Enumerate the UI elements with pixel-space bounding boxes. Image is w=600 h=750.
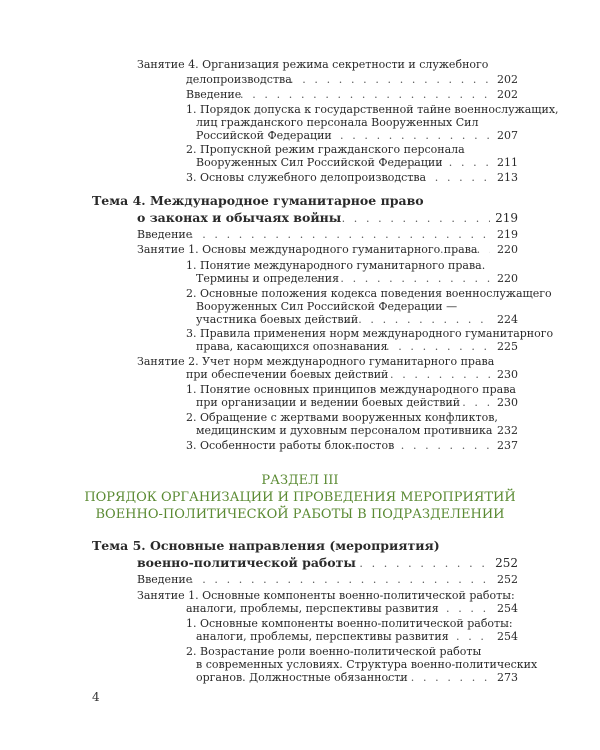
toc-entry-text: лиц гражданского персонала Вооруженных Сил [196,116,479,129]
toc-entry-text: Занятие 1. Основы международного гуманитарного права [137,243,478,256]
toc-entry-text: Термины и определения [196,272,340,285]
dot-leader [305,212,490,225]
toc-entry-text: в современных условиях. Структура военно-политических [196,658,538,671]
toc-page-number: 225 [497,340,518,353]
toc-page-number: 237 [497,439,518,452]
toc-page-number: 219 [497,228,518,241]
toc-entry-text: аналоги, проблемы, перспективы развития [186,602,439,615]
dot-leader [456,630,490,643]
toc-page-number: 254 [497,602,518,615]
toc-entry-text: Введение [186,88,242,101]
toc-entry-text: Российской Федерации [196,129,332,142]
dot-leader [400,156,490,169]
page-number: 4 [92,690,100,704]
toc-entry-text: 2. Возрастание роли военно-политической работы [186,645,482,658]
section-title: ВОЕННО-ПОЛИТИЧЕСКОЙ РАБОТЫ В ПОДРАЗДЕЛЕНИИ [95,507,505,522]
toc-page-number: 202 [497,73,518,86]
dot-leader [190,573,490,586]
toc-page-number: 273 [497,671,518,684]
toc-entry-text: участника боевых действий [196,313,359,326]
toc-entry-text: аналоги, проблемы, перспективы развития [196,630,449,643]
toc-entry-text: Занятие 4. Организация режима секретности и служебного [137,58,489,71]
toc-page-number: 224 [497,313,518,326]
toc-entry-text: 1. Порядок допуска к государственной тайне военнослужащих, [186,103,559,116]
toc-entry-text: 1. Понятие международного гуманитарного права. [186,259,486,272]
toc-entry-text: 3. Правила применения норм международного гуманитарного [186,327,554,340]
theme-heading: о законах и обычаях войны [137,210,342,225]
toc-entry-text: 2. Обращение с жертвами вооруженных конфликтов, [186,411,498,424]
dot-leader [440,243,490,256]
dot-leader [346,313,490,326]
dot-leader [446,602,490,615]
dot-leader [335,557,490,570]
toc-entry-text: медицинским и духовным персоналом противника [196,424,493,437]
toc-entry-text: при обеспечении боевых действий [186,368,389,381]
dot-leader [450,396,490,409]
toc-page-number: 232 [497,424,518,437]
toc-entry-text: 3. Основы служебного делопроизводства [186,171,427,184]
toc-entry-text: органов. Должностные обязанности [196,671,408,684]
toc-entry-text: Вооруженных Сил Российской Федерации [196,156,443,169]
toc-entry-text: Введение [137,573,193,586]
toc-entry-text: Введение [137,228,193,241]
dot-leader [316,272,490,285]
dot-leader [442,424,490,437]
toc-page-number: 254 [497,630,518,643]
toc-page-number: 230 [497,368,518,381]
toc-entry-text: права, касающихся опознавания [196,340,388,353]
toc-page-number: 213 [497,171,518,184]
toc-page-number: 252 [495,556,518,570]
toc-entry-text: 2. Основные положения кодекса поведения военнослужащего [186,287,552,300]
toc-entry-text: Занятие 1. Основные компоненты военно-политической работы: [137,589,515,602]
section-label: РАЗДЕЛ III [261,473,339,488]
dot-leader [386,171,490,184]
theme-heading: Тема 5. Основные направления (мероприятия) [92,538,440,553]
toc-entry-text: 2. Пропускной режим гражданского персонала [186,143,465,156]
dot-leader [390,368,490,381]
toc-page-number: 220 [497,272,518,285]
toc-page-number: 202 [497,88,518,101]
toc-page-number: 211 [497,156,518,169]
dot-leader [386,340,490,353]
toc-page-number: 207 [497,129,518,142]
toc-entry-text: делопроизводства [186,73,292,86]
toc-entry-text: 1. Понятие основных принципов международного права [186,383,516,396]
toc-entry-text: 1. Основные компоненты военно-политической работы: [186,617,513,630]
toc-page-number: 220 [497,243,518,256]
toc-entry-text: 3. Особенности работы блок-постов [186,439,395,452]
dot-leader [190,228,490,241]
theme-heading: Тема 4. Международное гуманитарное право [92,193,424,208]
toc-page-number: 219 [495,211,518,225]
toc-entry-text: Вооруженных Сил Российской Федерации — [196,300,458,313]
theme-heading: военно-политической работы [137,555,356,570]
dot-leader [340,129,490,142]
toc-page-number: 230 [497,396,518,409]
toc-page-number: 252 [497,573,518,586]
dot-leader [362,671,490,684]
toc-entry-text: Занятие 2. Учет норм международного гуманитарного права [137,355,495,368]
section-title: ПОРЯДОК ОРГАНИЗАЦИИ И ПРОВЕДЕНИЯ МЕРОПРИЯТИЙ [84,490,516,505]
toc-entry-text: при организации и ведении боевых действий [196,396,461,409]
dot-leader [240,88,490,101]
dot-leader [290,73,490,86]
dot-leader [352,439,490,452]
